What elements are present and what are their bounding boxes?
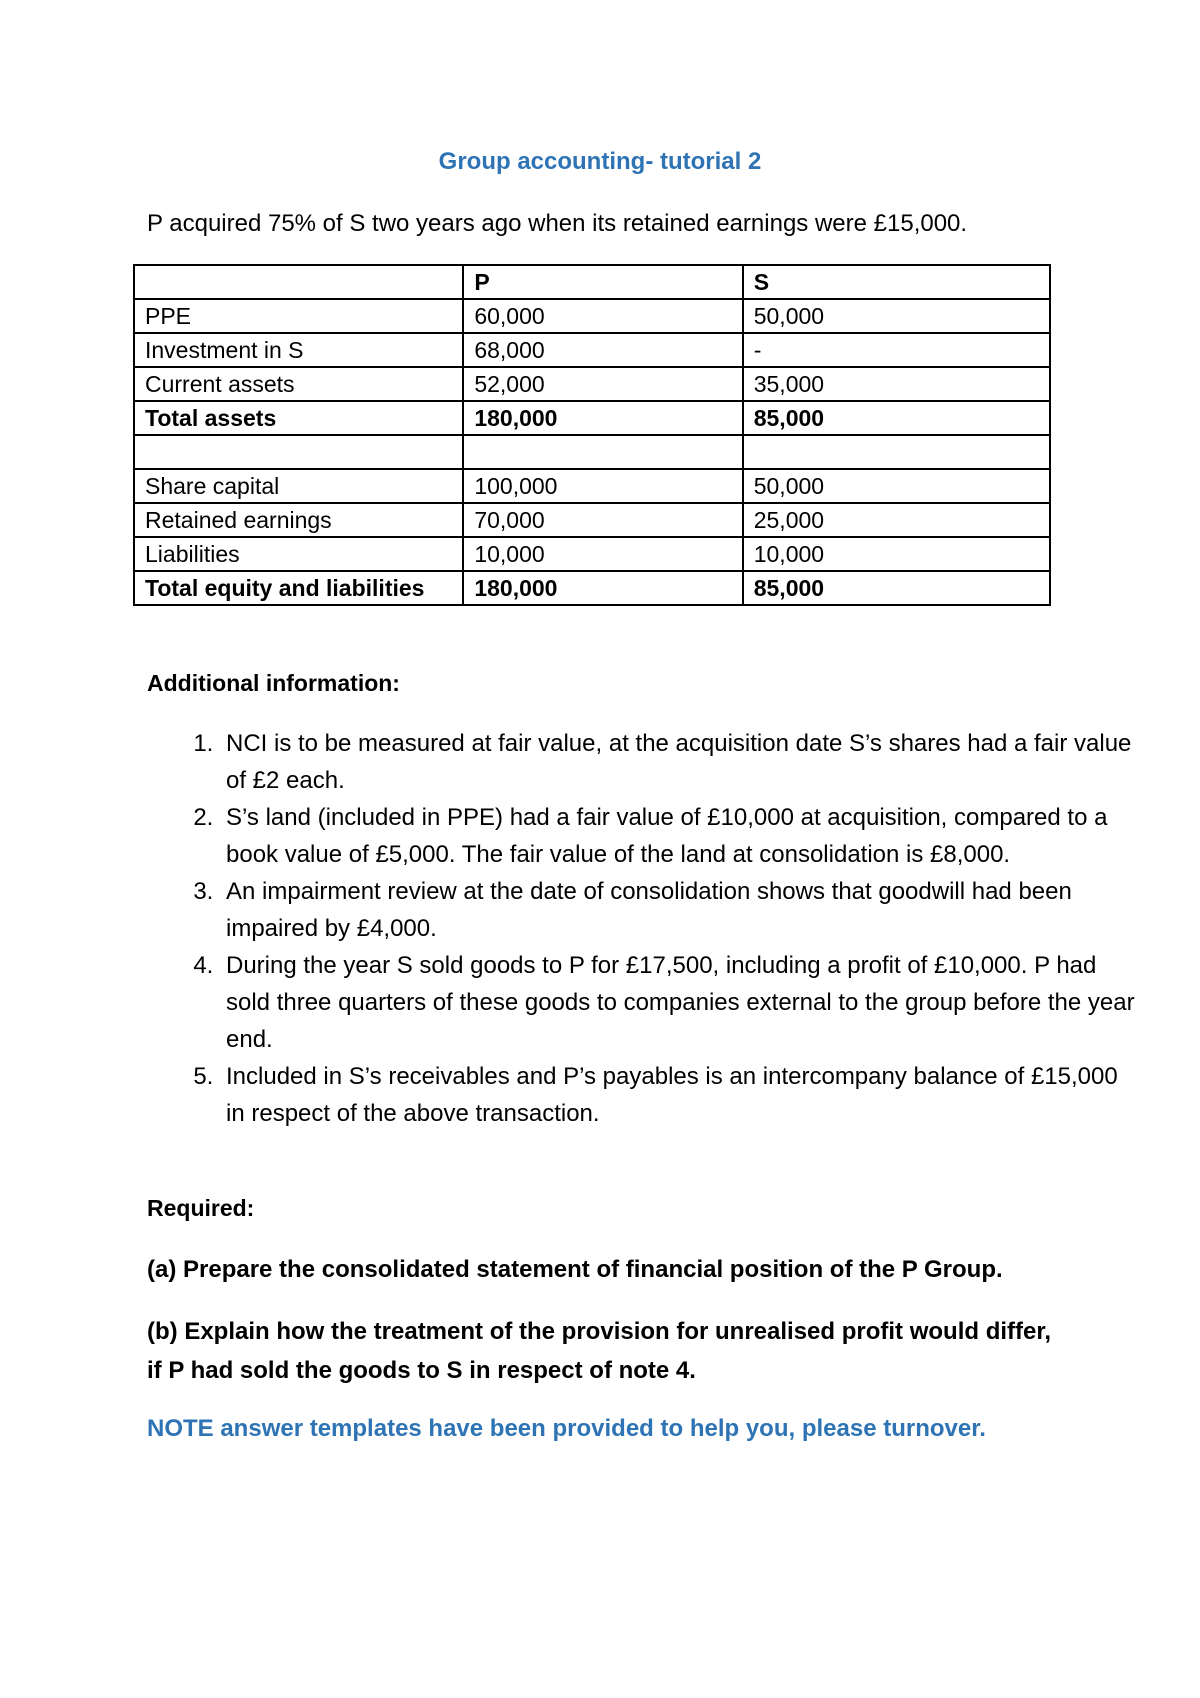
row-value-p xyxy=(463,435,742,469)
row-value-s: 35,000 xyxy=(743,367,1050,401)
row-value-p: 60,000 xyxy=(463,299,742,333)
table-row xyxy=(134,367,1050,401)
row-label: Liabilities xyxy=(134,537,463,571)
header-cell-s: S xyxy=(743,265,1050,299)
notes-list xyxy=(147,725,1140,1132)
row-value-s: 50,000 xyxy=(743,299,1050,333)
row-value-p: 70,000 xyxy=(463,503,742,537)
row-label: Current assets xyxy=(134,367,463,401)
list-item: 3. An impairment review at the date of consolidation shows that goodwill had been impaired by £4,000. xyxy=(220,873,1140,947)
table-row xyxy=(134,503,1050,537)
list-item: 1. NCI is to be measured at fair value, at the acquisition date S’s shares had a fair value of £2 each. xyxy=(220,725,1140,799)
header-cell-p: P xyxy=(463,265,742,299)
row-value-s: 85,000 xyxy=(743,401,1050,435)
turnover-note: NOTE answer templates have been provided to help you, please turnover. xyxy=(147,1415,986,1442)
list-item: 5. Included in S’s receivables and P’s payables is an intercompany balance of £15,000 in respect of the above transaction. xyxy=(220,1058,1140,1132)
row-value-p: 180,000 xyxy=(463,571,742,605)
row-value-s: 50,000 xyxy=(743,469,1050,503)
required-part-a: (a) Prepare the consolidated statement of financial position of the P Group. xyxy=(147,1256,1003,1283)
required-heading: Required: xyxy=(147,1195,255,1221)
row-value-p: 52,000 xyxy=(463,367,742,401)
list-item: 2. S’s land (included in PPE) had a fair value of £10,000 at acquisition, compared to a book value of £5,000. The fair value of the land at consolidation is £8,000. xyxy=(220,799,1140,873)
row-value-s: 85,000 xyxy=(743,571,1050,605)
row-value-p: 100,000 xyxy=(463,469,742,503)
row-label xyxy=(134,435,463,469)
row-value-s: - xyxy=(743,333,1050,367)
table-header-row xyxy=(134,265,1050,299)
table-row-total-assets xyxy=(134,401,1050,435)
table-row xyxy=(134,469,1050,503)
row-label: Total assets xyxy=(134,401,463,435)
list-item: 4. During the year S sold goods to P for £17,500, including a profit of £10,000. P had sold three quarters of these goods to companies external to the group before the year end. xyxy=(220,947,1140,1058)
table-row-empty xyxy=(134,435,1050,469)
table-row-total-equity xyxy=(134,571,1050,605)
row-value-p: 68,000 xyxy=(463,333,742,367)
balance-sheet-table xyxy=(133,264,1051,606)
row-value-p: 10,000 xyxy=(463,537,742,571)
page-title: Group accounting- tutorial 2 xyxy=(438,148,762,175)
row-value-s: 25,000 xyxy=(743,503,1050,537)
row-value-s xyxy=(743,435,1050,469)
row-label: Total equity and liabilities xyxy=(134,571,463,605)
required-part-b: (b) Explain how the treatment of the provision for unrealised profit would differ, if P had sold the goods to S in respect of note 4. xyxy=(147,1318,1052,1384)
intro-text: P acquired 75% of S two years ago when its retained earnings were £15,000. xyxy=(147,210,968,237)
row-value-s: 10,000 xyxy=(743,537,1050,571)
additional-info-heading: Additional information: xyxy=(147,670,400,696)
row-label: Share capital xyxy=(134,469,463,503)
row-label: PPE xyxy=(134,299,463,333)
row-label: Retained earnings xyxy=(134,503,463,537)
table-row xyxy=(134,537,1050,571)
row-label: Investment in S xyxy=(134,333,463,367)
row-value-p: 180,000 xyxy=(463,401,742,435)
table-row xyxy=(134,333,1050,367)
table-row xyxy=(134,299,1050,333)
header-cell xyxy=(134,265,463,299)
